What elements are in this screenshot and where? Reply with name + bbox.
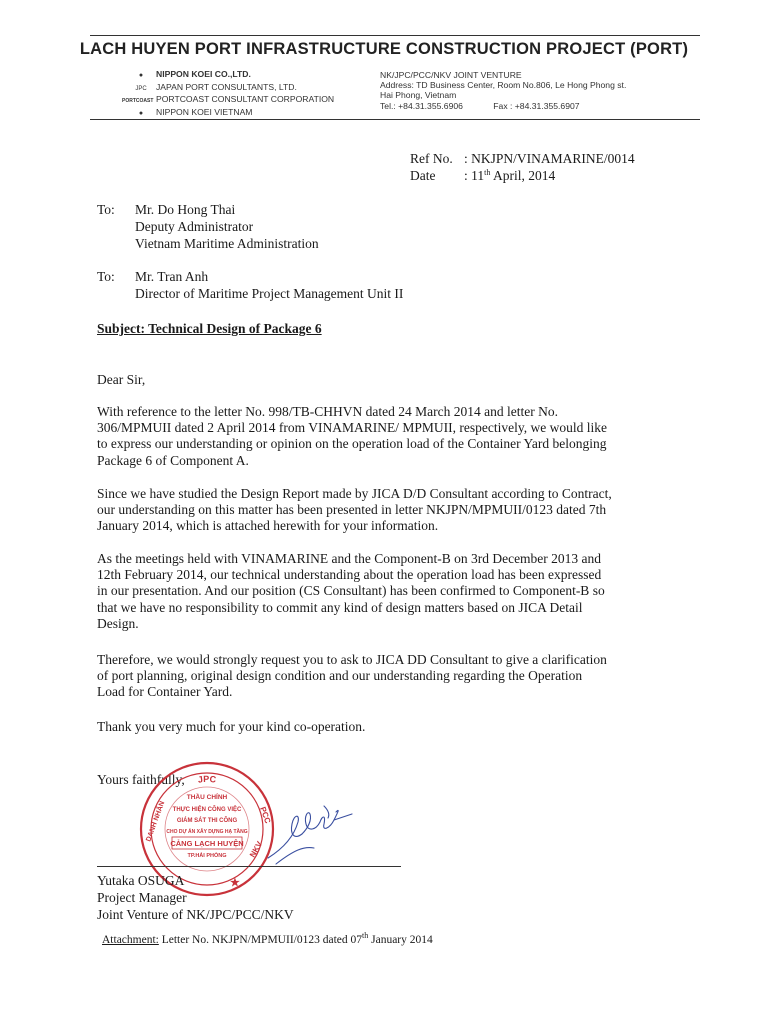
ref-line <box>410 150 635 167</box>
ref-number: : NKJPN/VINAMARINE/0014 <box>464 151 635 166</box>
jv-name: NK/JPC/PCC/NKV JOINT VENTURE <box>380 70 522 80</box>
stamp-line-5: CẢNG LẠCH HUYỆN <box>170 839 244 848</box>
company-nippon-koei: ● NIPPON KOEI CO.,LTD. <box>130 69 334 82</box>
stamp-star-icon: ★ <box>230 877 240 889</box>
jv-fax: Fax : +84.31.355.6907 <box>493 100 580 111</box>
to-label-2: To: <box>97 269 115 284</box>
portcoast-logo-icon: PORTCOAST <box>122 98 154 104</box>
jv-address-2: Hai Phong, Vietnam <box>380 90 457 101</box>
signatory-name: Yutaka OSUGA <box>97 873 185 888</box>
ref-label: Ref No. <box>410 151 453 166</box>
recipient-1-org: Vietnam Maritime Administration <box>135 236 319 251</box>
jv-phones <box>380 101 626 111</box>
paragraph-1: With reference to the letter No. 998/TB-CHHVN dated 24 March 2014 and letter No. 306/MPMUII dated 2 April 2014 from VINAMARINE/ MPMUII, respectively, we would like to express our understanding or opinion on the operation load of the Container Yard belonging Package 6 of Component A. <box>97 404 607 468</box>
recipient-1-name: Mr. Do Hong Thai <box>135 202 236 217</box>
attachment-line <box>102 931 433 946</box>
paragraph-5: Thank you very much for your kind co-operation. <box>97 719 366 734</box>
recipient-2-title: Director of Maritime Project Management Unit II <box>135 286 404 301</box>
stamp-ring-right: PCC <box>258 805 273 825</box>
paragraph-4: Therefore, we would strongly request you to ask to JICA DD Consultant to give a clarification of port planning, original design condition and our understanding regarding the Operation Load for Container Yard. <box>97 652 607 700</box>
signatory-org: Joint Venture of NK/JPC/PCC/NKV <box>97 907 294 922</box>
signatory-title: Project Manager <box>97 890 187 905</box>
nkv-logo-icon: ● <box>138 109 144 117</box>
signature-line <box>97 866 401 867</box>
closing: Yours faithfully, <box>97 772 185 787</box>
header-bottom-rule <box>90 119 700 120</box>
date-line <box>410 167 635 184</box>
jv-address-1: Address: TD Business Center, Room No.806, Le Hong Phong st. <box>380 80 627 91</box>
subject-line: Subject: Technical Design of Package 6 <box>97 321 322 336</box>
date-value: : 11th April, 2014 <box>464 168 556 183</box>
stamp-line-2: THỰC HIỆN CÔNG VIỆC <box>172 807 242 813</box>
jpc-logo-icon: JPC <box>135 85 147 92</box>
recipient-2-name: Mr. Tran Anh <box>135 269 209 284</box>
stamp-line-4: CHO DỰ ÁN XÂY DỰNG HẠ TẦNG <box>166 829 248 835</box>
attachment-text: Letter No. NKJPN/MPMUII/0123 dated 07th January 2014 <box>158 931 433 946</box>
company-nippon-koei-vietnam: ● NIPPON KOEI VIETNAM <box>130 107 334 120</box>
company-list <box>122 69 335 119</box>
joint-venture-block <box>380 70 626 111</box>
ref-block <box>410 150 635 184</box>
signature-icon <box>264 800 356 870</box>
paragraph-2: Since we have studied the Design Report made by JICA D/D Consultant according to Contract, our understanding on this matter has been presented in letter NKJPN/MPMUII/0123 dated 7th January 2014, which is attached herewith for your information. <box>97 486 612 534</box>
attachment-label: Attachment: <box>102 934 159 946</box>
stamp-line-1: THẦU CHÍNH <box>186 794 228 801</box>
stamp-line-6: TP.HẢI PHÒNG <box>187 853 227 859</box>
signatory-block <box>97 872 294 923</box>
stamp-ring-left: DANH NHÂN <box>145 800 167 843</box>
salutation: Dear Sir, <box>97 372 146 387</box>
stamp-line-3: GIÁM SÁT THI CÔNG <box>176 818 238 824</box>
company-jpc: JPC JAPAN PORT CONSULTANTS, LTD. <box>130 82 334 95</box>
to-label-1: To: <box>97 202 115 217</box>
recipient-1-title: Deputy Administrator <box>135 219 254 234</box>
top-rule <box>90 35 700 36</box>
nippon-koei-logo-icon: ● <box>138 72 144 79</box>
stamp-ring-top: JPC <box>197 773 217 785</box>
date-label: Date <box>410 168 436 183</box>
jv-tel: Tel.: +84.31.355.6906 <box>380 100 463 111</box>
company-portcoast: PORTCOAST PORTCOAST CONSULTANT CORPORATION <box>130 94 334 107</box>
stamp-ring-bottom: NKV <box>247 839 265 859</box>
project-title: LACH HUYEN PORT INFRASTRUCTURE CONSTRUCTION PROJECT (PORT) <box>79 40 689 58</box>
paragraph-3: As the meetings held with VINAMARINE and the Component-B on 3rd December 2013 and 12th February 2014, our technical understanding about the operation load has been expressed in our presentation. And our position (CS Consultant) has been confirmed to Component-B so that we have no responsibility to commit any kind of design matters based on JICA Detail Design. <box>97 551 605 631</box>
